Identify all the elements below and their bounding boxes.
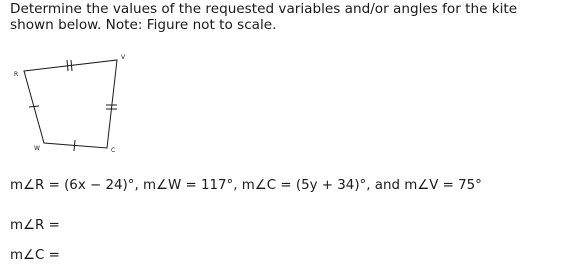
answer-angle-c-label: m∠C = xyxy=(10,248,60,263)
tick-mark-wc xyxy=(74,140,75,151)
vertex-label-v: V xyxy=(121,54,126,61)
double-tick-rv-1 xyxy=(67,60,68,71)
vertex-label-r: R xyxy=(14,71,19,78)
instructions-text: Determine the values of the requested variables and/or angles for the kite shown below. Note: Figure not to scale. xyxy=(10,1,518,33)
double-tick-rv-2 xyxy=(71,60,72,71)
given-angles-text: m∠R = (6x − 24)°, m∠W = 117°, m∠C = (5y + 34)°, and m∠V = 75° xyxy=(10,178,482,193)
vertex-label-w: W xyxy=(34,145,40,152)
vertex-label-c: C xyxy=(111,147,116,154)
tick-mark-rw xyxy=(29,106,39,107)
kite-outline xyxy=(24,60,117,148)
answer-angle-r-label: m∠R = xyxy=(10,218,60,233)
